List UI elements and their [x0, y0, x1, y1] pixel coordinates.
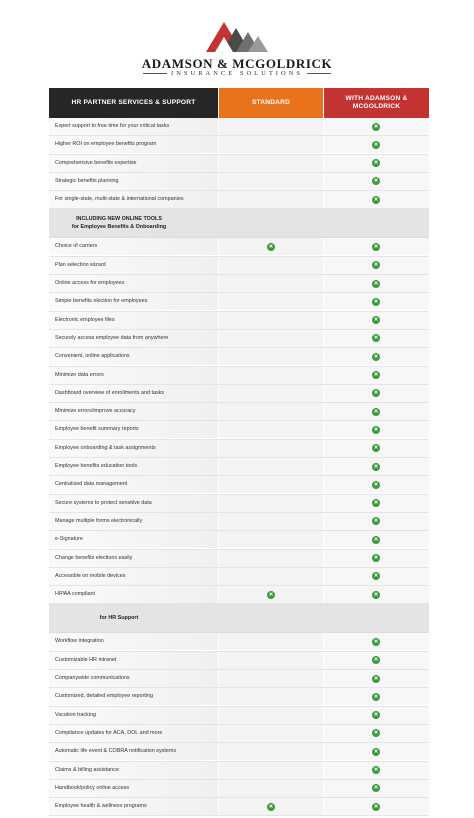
table-row	[49, 762, 429, 780]
row-label: Electronic employee files	[55, 316, 115, 323]
table-row	[49, 257, 429, 275]
standard-cell	[219, 762, 323, 779]
table-row	[49, 173, 429, 191]
table-row	[49, 238, 429, 256]
standard-cell	[219, 670, 323, 687]
row-label: Manage multiple forms electronically	[55, 517, 143, 524]
check-icon: ✕	[373, 243, 379, 250]
standard-cell	[219, 633, 323, 650]
row-label: Employee onboarding & task assignments	[55, 444, 156, 451]
check-icon: ✕	[373, 657, 379, 664]
standard-cell	[219, 312, 323, 329]
table-row	[49, 633, 429, 651]
header-services: HR PARTNER SERVICES & SUPPORT	[49, 88, 218, 118]
table-row	[49, 421, 429, 439]
table-row	[49, 652, 429, 670]
table-row	[49, 293, 429, 311]
brand-name: ADAMSON & MCGOLDRICK	[141, 56, 333, 71]
check-icon: ✕	[373, 767, 379, 773]
check-icon: ✕	[373, 390, 379, 397]
section-subtitle: for Employee Benefits & Onboarding	[71, 224, 167, 231]
row-label: Plan selection wizard	[55, 261, 106, 268]
section-title: INCLUDING NEW ONLINE TOOLS	[76, 216, 162, 223]
check-icon: ✕	[373, 785, 379, 792]
table-row	[49, 586, 429, 604]
row-label: Claims & billing assistance	[55, 766, 119, 773]
table-row	[49, 312, 429, 330]
table-row	[49, 458, 429, 476]
table-row	[49, 330, 429, 348]
group-hr-support	[49, 633, 429, 816]
row-label: Minimize data errors	[55, 371, 104, 378]
check-icon: ✕	[373, 123, 379, 130]
row-label: Customized, detailed employee reporting	[55, 693, 153, 700]
table-row	[49, 798, 429, 816]
table-row	[49, 550, 429, 568]
check-icon: ✕	[373, 591, 379, 598]
standard-cell	[219, 403, 323, 420]
table-row	[49, 385, 429, 403]
check-icon: ✕	[373, 675, 379, 682]
section-online-tools	[49, 209, 429, 238]
check-icon: ✕	[268, 591, 274, 598]
table-row	[49, 670, 429, 688]
standard-cell	[219, 136, 323, 153]
table-header	[49, 88, 429, 118]
check-icon: ✕	[373, 426, 379, 433]
row-label: Secure systems to protect sensitive data	[55, 499, 152, 506]
table-row	[49, 155, 429, 173]
check-icon: ✕	[373, 317, 379, 324]
row-label: Employee benefit summary reports	[55, 426, 139, 433]
table-row	[49, 440, 429, 458]
table-row	[49, 568, 429, 586]
row-label: For single-state, multi-state & international companies	[55, 196, 184, 203]
check-icon: ✕	[373, 481, 379, 488]
check-icon: ✕	[373, 555, 379, 562]
row-label: Strategic benefits planning	[55, 177, 119, 184]
table-row	[49, 367, 429, 385]
check-icon: ✕	[373, 196, 379, 203]
row-label: Centralized data management	[55, 481, 128, 488]
standard-cell	[219, 275, 323, 292]
check-icon: ✕	[373, 298, 379, 305]
row-label: Expert support to free time for your critical tasks	[55, 123, 170, 129]
table-row	[49, 707, 429, 725]
table-row	[49, 476, 429, 494]
standard-cell	[219, 688, 323, 705]
check-icon: ✕	[373, 638, 379, 645]
table-row	[49, 348, 429, 366]
standard-cell	[219, 257, 323, 274]
standard-cell	[219, 421, 323, 438]
check-icon: ✕	[373, 408, 379, 415]
check-icon: ✕	[373, 573, 379, 580]
check-icon: ✕	[373, 803, 379, 810]
standard-cell	[219, 568, 323, 585]
table-row	[49, 780, 429, 798]
table-row	[49, 403, 429, 421]
standard-cell	[219, 191, 323, 208]
table-row	[49, 688, 429, 706]
row-label: Convenient, online applications	[55, 353, 130, 360]
table-row	[49, 531, 429, 549]
row-label: Change benefits elections easily	[55, 554, 133, 561]
row-label: Minimize errors/improve accuracy	[55, 408, 136, 415]
row-label: HIPAA compliant	[55, 591, 96, 598]
check-icon: ✕	[373, 712, 379, 719]
standard-cell	[219, 385, 323, 402]
check-icon: ✕	[373, 730, 379, 737]
table-row	[49, 191, 429, 209]
standard-cell	[219, 780, 323, 797]
check-icon: ✕	[373, 353, 379, 360]
group-core-services	[49, 118, 429, 209]
standard-cell	[219, 476, 323, 493]
standard-cell	[219, 550, 323, 567]
row-label: Dashboard overview of enrollments and tasks	[55, 389, 165, 396]
row-label: Online access for employees	[55, 280, 125, 287]
standard-cell	[219, 707, 323, 724]
standard-cell	[219, 743, 323, 760]
check-icon: ✕	[373, 178, 379, 185]
table-row	[49, 513, 429, 531]
row-label: Customizable HR intranet	[55, 656, 117, 663]
check-icon: ✕	[373, 280, 379, 287]
check-icon: ✕	[373, 463, 379, 470]
check-icon: ✕	[373, 262, 379, 269]
check-icon: ✕	[373, 518, 379, 525]
standard-cell	[219, 293, 323, 310]
section-title: for HR Support	[99, 615, 139, 622]
row-label: Workflow integration	[55, 638, 104, 645]
row-label: Employee benefits education tools	[55, 463, 138, 470]
standard-cell	[219, 531, 323, 548]
check-icon: ✕	[373, 141, 379, 148]
row-label: Higher ROI on employee benefits program	[55, 141, 157, 148]
standard-cell	[219, 173, 323, 190]
company-logo-icon	[206, 18, 270, 54]
check-icon: ✕	[373, 500, 379, 507]
section-hr-support	[49, 604, 429, 633]
table-row	[49, 495, 429, 513]
check-icon: ✕	[373, 335, 379, 342]
standard-cell	[219, 495, 323, 512]
table-row	[49, 136, 429, 154]
standard-cell	[219, 155, 323, 172]
header-with-am: WITH ADAMSON & MCGOLDRICK	[324, 88, 429, 118]
table-row	[49, 118, 429, 136]
check-icon: ✕	[373, 372, 379, 379]
check-icon: ✕	[373, 160, 379, 167]
check-icon: ✕	[373, 445, 379, 452]
header-standard: STANDARD	[219, 88, 323, 118]
brand-tagline: INSURANCE SOLUTIONS	[0, 70, 474, 77]
row-label: Accessible on mobile devices	[55, 572, 126, 579]
row-label: Vacation tracking	[55, 711, 96, 718]
standard-cell	[219, 513, 323, 530]
row-label: Automatic life event & COBRA notification systems	[55, 748, 177, 755]
check-icon: ✕	[373, 748, 379, 755]
row-label: Choice of carriers	[55, 243, 98, 250]
standard-cell	[219, 458, 323, 475]
standard-cell	[219, 652, 323, 669]
check-icon: ✕	[373, 536, 379, 543]
row-label: Compliance updates for ACA, DOL and more	[55, 729, 163, 736]
check-icon: ✕	[373, 693, 379, 700]
row-label: Simple benefits election for employees	[55, 298, 148, 305]
standard-cell	[219, 330, 323, 347]
standard-cell	[219, 348, 323, 365]
check-icon: ✕	[268, 803, 274, 810]
standard-cell	[219, 725, 323, 742]
row-label: Securely access employee data from anywhere	[55, 334, 169, 341]
row-label: Comprehensive benefits expertise	[55, 159, 137, 166]
row-label: e-Signature	[55, 536, 83, 543]
table-row	[49, 725, 429, 743]
standard-cell	[219, 118, 323, 135]
row-label: Companywide communications	[55, 675, 130, 682]
standard-cell	[219, 367, 323, 384]
group-online-tools	[49, 238, 429, 604]
table-row	[49, 275, 429, 293]
logo	[0, 0, 474, 82]
standard-cell	[219, 440, 323, 457]
check-icon: ✕	[268, 243, 274, 250]
comparison-table	[49, 88, 429, 816]
table-row	[49, 743, 429, 761]
row-label: Handbook/policy online access	[55, 784, 130, 791]
row-label: Employee health & wellness programs	[55, 803, 147, 810]
